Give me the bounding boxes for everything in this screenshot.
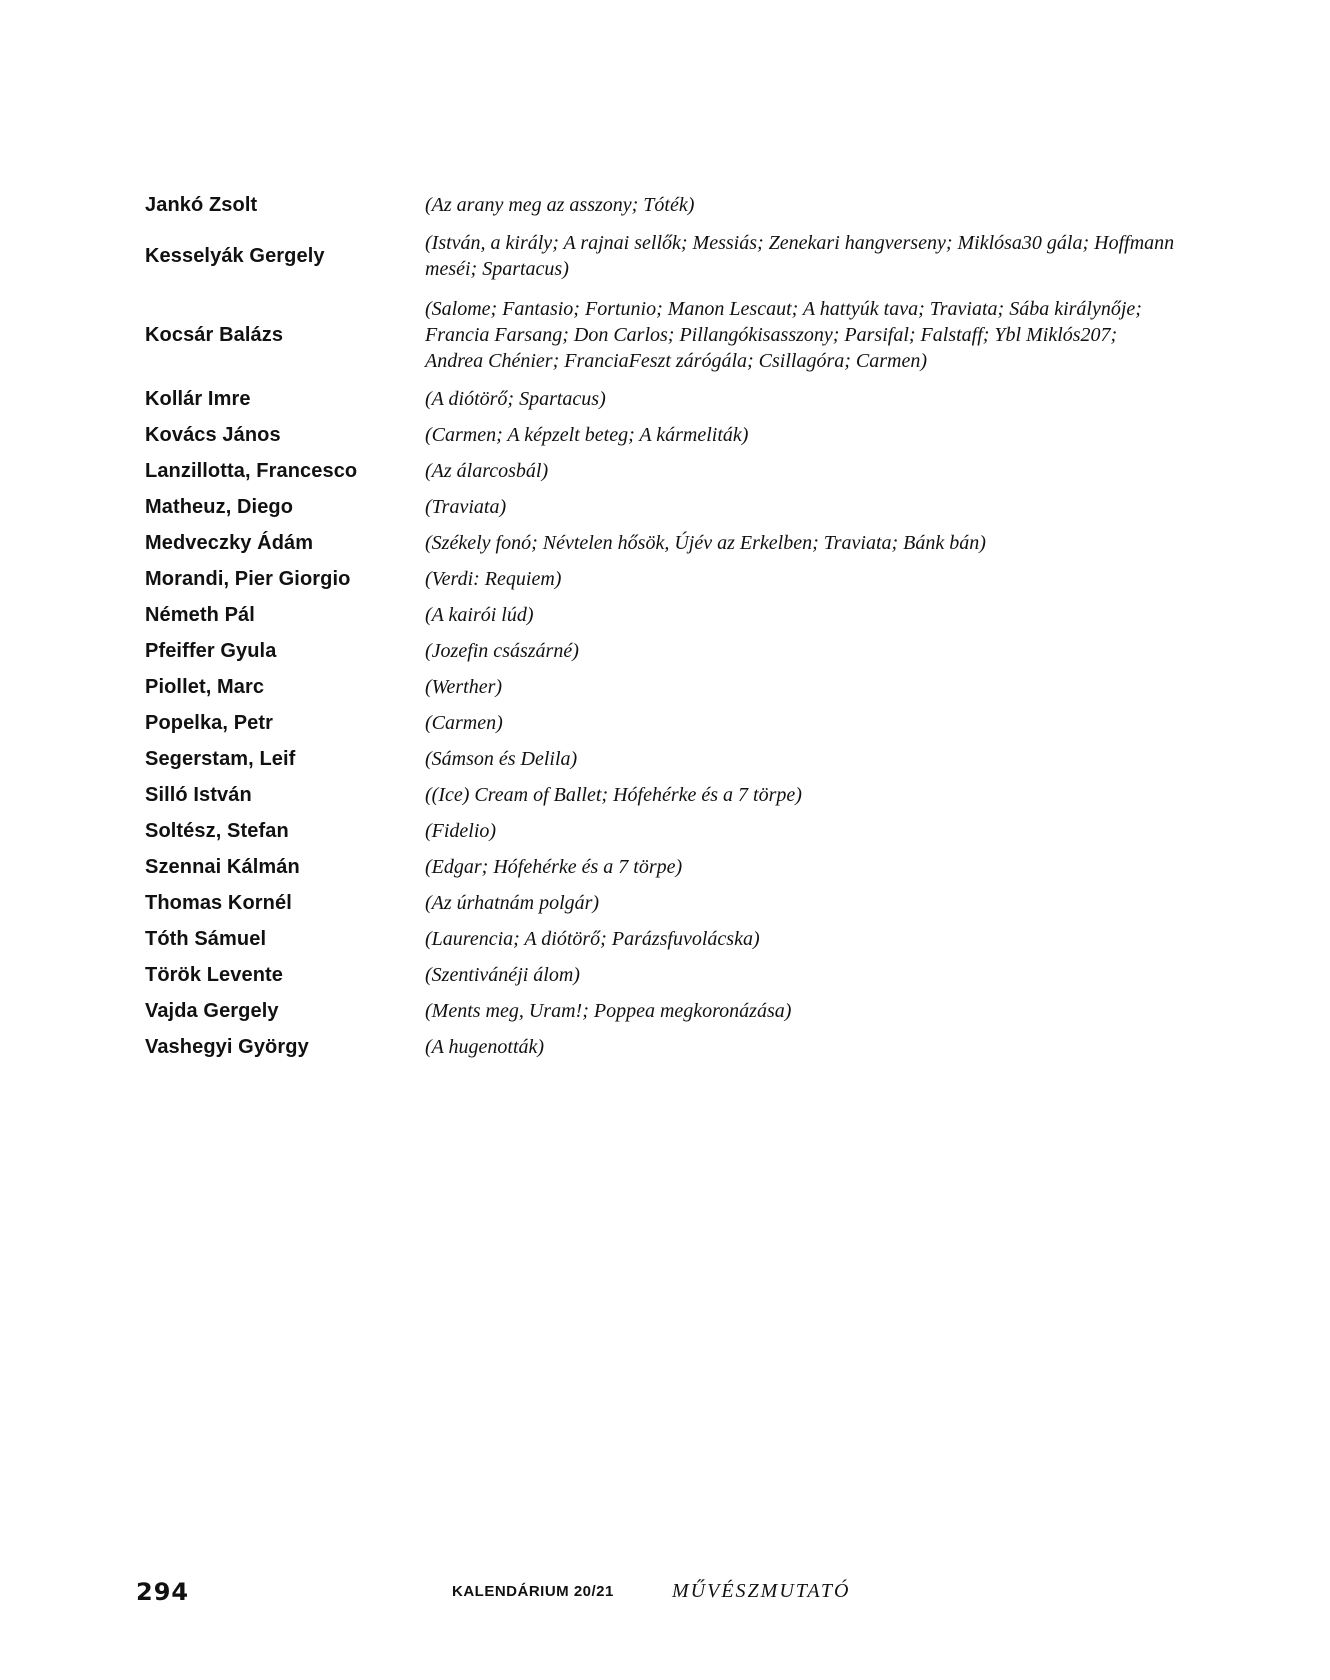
list-item <box>145 921 1175 957</box>
person-name: Pfeiffer Gyula <box>145 639 277 662</box>
person-name: Lanzillotta, Francesco <box>145 459 358 482</box>
works-list: (Szentivánéji álom) <box>425 964 580 986</box>
works-list: (Jozefin császárné) <box>425 640 579 662</box>
list-item <box>145 705 1175 741</box>
works-list: (A kairói lúd) <box>425 604 534 626</box>
person-name: Morandi, Pier Giorgio <box>145 567 351 590</box>
list-item <box>145 1029 1175 1065</box>
works-list: (Ments meg, Uram!; Poppea megkoronázása) <box>425 1000 792 1022</box>
works-list: (Az álarcosbál) <box>425 460 549 482</box>
person-name: Kesselyák Gergely <box>145 244 325 267</box>
works-list: ((Ice) Cream of Ballet; Hófehérke és a 7 törpe) <box>425 784 802 806</box>
works-list: (Carmen; A képzelt beteg; A kármeliták) <box>425 424 749 446</box>
person-name: Soltész, Stefan <box>145 819 289 842</box>
person-name: Kollár Imre <box>145 387 251 410</box>
works-list: (Székely fonó; Névtelen hősök, Újév az Erkelben; Traviata; Bánk bán) <box>425 532 986 554</box>
person-name: Piollet, Marc <box>145 675 265 698</box>
list-item <box>145 561 1175 597</box>
list-item <box>145 777 1175 813</box>
list-item <box>145 993 1175 1029</box>
list-item <box>145 489 1175 525</box>
person-name: Popelka, Petr <box>145 711 274 734</box>
works-list: (Traviata) <box>425 496 507 518</box>
works-list: (A hugenották) <box>425 1036 545 1058</box>
conductor-list <box>145 187 1175 1065</box>
works-list: (Werther) <box>425 676 503 698</box>
list-item <box>145 525 1175 561</box>
works-list: (Laurencia; A diótörő; Parázsfuvolácska) <box>425 928 760 950</box>
list-item <box>145 453 1175 489</box>
works-list: (Az arany meg az asszony; Tóték) <box>425 194 695 216</box>
person-name: Török Levente <box>145 963 283 986</box>
list-item <box>145 597 1175 633</box>
list-item <box>145 633 1175 669</box>
list-item <box>145 289 1175 381</box>
works-list: (Fidelio) <box>425 820 497 842</box>
person-name: Szennai Kálmán <box>145 855 300 878</box>
person-name: Kocsár Balázs <box>145 323 284 346</box>
list-item <box>145 381 1175 417</box>
person-name: Matheuz, Diego <box>145 495 294 518</box>
works-list: (Verdi: Requiem) <box>425 568 562 590</box>
person-name: Thomas Kornél <box>145 891 292 914</box>
list-item <box>145 187 1175 223</box>
person-name: Kovács János <box>145 423 281 446</box>
works-list: (István, a király; A rajnai sellők; Messiás; Zenekari hangverseny; Miklósa30 gála; Hoffmann meséi; Spartacus) <box>425 232 1175 280</box>
works-list: (Az úrhatnám polgár) <box>425 892 600 914</box>
list-item <box>145 669 1175 705</box>
person-name: Silló István <box>145 783 252 806</box>
list-item <box>145 741 1175 777</box>
works-list: (Salome; Fantasio; Fortunio; Manon Lescaut; A hattyúk tava; Traviata; Sába királynője; Francia Farsang; Don Carlos; Pillangókisasszony; Parsifal; Falstaff; Ybl Miklós207; Andrea Chénier; FranciaFeszt zárógála; Csillagóra; Carmen) <box>425 298 1142 372</box>
magazine-title: KALENDÁRIUM 20/21 <box>452 1583 614 1600</box>
list-item <box>145 885 1175 921</box>
person-name: Vajda Gergely <box>145 999 279 1022</box>
page-footer <box>0 1578 1330 1608</box>
list-item <box>145 813 1175 849</box>
person-name: Jankó Zsolt <box>145 193 258 216</box>
person-name: Segerstam, Leif <box>145 747 296 770</box>
works-list: (Edgar; Hófehérke és a 7 törpe) <box>425 856 683 878</box>
works-list: (Sámson és Delila) <box>425 748 578 770</box>
person-name: Vashegyi György <box>145 1035 309 1058</box>
person-name: Tóth Sámuel <box>145 927 267 950</box>
section-title: MŰVÉSZMUTATÓ <box>672 1580 851 1602</box>
list-item <box>145 957 1175 993</box>
list-item <box>145 223 1175 289</box>
list-item <box>145 417 1175 453</box>
list-item <box>145 849 1175 885</box>
person-name: Medveczky Ádám <box>145 531 314 554</box>
page-number: 294 <box>136 1578 190 1606</box>
person-name: Németh Pál <box>145 603 255 626</box>
works-list: (Carmen) <box>425 712 503 734</box>
works-list: (A diótörő; Spartacus) <box>425 388 606 410</box>
